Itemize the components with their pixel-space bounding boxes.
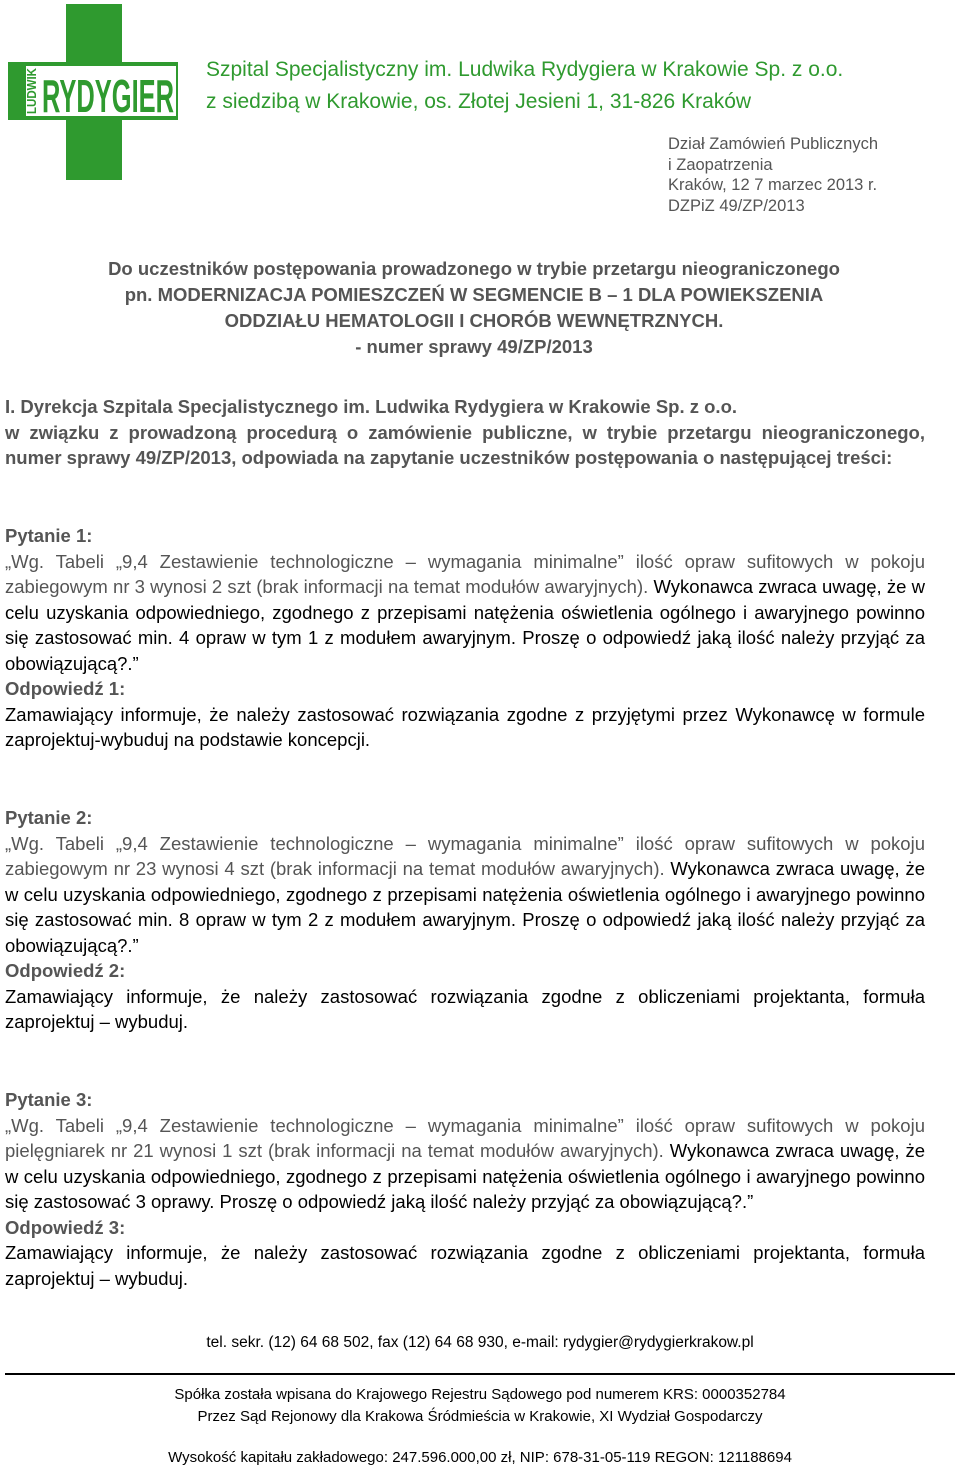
addressee-line-1: Do uczestników postępowania prowadzonego w trybie przetargu nieograniczonego [108,258,840,279]
logo-text: RYDYGIER [42,70,174,122]
addressee-block [24,256,924,360]
question-text-part: „Wg. Tabeli „9,4 Zestawienie technologiczne – wymagania minimalne” ilość opraw sufitowych w pokoju pielęgniarek nr 21 wynosi 1 szt (brak informacji na temat modułów awaryjnych). [5,1114,925,1161]
addressee-line-3: ODDZIAŁU HEMATOLOGII I CHORÓB WEWNĘTRZNYCH. [224,310,724,331]
question-text-part: „Wg. Tabeli „9,4 Zestawienie technologiczne – wymagania minimalne” ilość opraw sufitowych w pokoju zabiegowym nr 3 wynosi 2 szt (brak informacji na temat modułów awaryjnych). [5,550,925,597]
question-label: Pytanie 2: [5,807,93,828]
department-block [668,134,878,216]
footer-capital: Wysokość kapitału zakładowego: 247.596.000,00 zł, NIP: 678-31-05-119 REGON: 121188694 [168,1449,792,1466]
footer-divider [5,1373,955,1375]
department-line-2: i Zaopatrzenia [668,155,773,174]
question-text-part: „Wg. Tabeli „9,4 Zestawienie technologiczne – wymagania minimalne” ilość opraw sufitowych w pokoju zabiegowym nr 23 wynosi 4 szt (brak informacji na temat modułów awaryjnych). [5,832,925,879]
question-block-2 [5,805,925,1035]
date-line: Kraków, 12 7 marzec 2013 r. [668,176,878,194]
question-block-1 [5,523,925,753]
footer-contact: tel. sekr. (12) 64 68 502, fax (12) 64 68 930, e-mail: rydygier@rydygierkrakow.pl [206,1334,754,1351]
question-label: Pytanie 3: [5,1089,93,1110]
answer-text: Zamawiający informuje, że należy zastosować rozwiązania zgodne z przyjętymi przez Wykonawcę w formule zaprojektuj-wybuduj na podstawie koncepcji. [5,703,925,750]
answer-text: Zamawiający informuje, że należy zastosować rozwiązania zgodne z obliczeniami projektanta, formuła zaprojektuj – wybuduj. [5,985,925,1032]
question-text [5,549,925,677]
hospital-address: z siedzibą w Krakowie, os. Złotej Jesieni 1, 31-826 Kraków [206,90,752,113]
hospital-logo [8,4,178,180]
question-text-part: Wykonawca zwraca uwagę, że w celu uzyskania odpowiedniego, zgodnego z przepisami natężenia oświetlenia ogólnego i awaryjnego powinno się zastosować 3 oprawy. Proszę o odpowiedź jaką ilość należy przyjąć za obowiązującą?.” [5,1140,925,1212]
question-block-3 [5,1087,925,1291]
question-label: Pytanie 1: [5,525,93,546]
answer-text: Zamawiający informuje, że należy zastosować rozwiązania zgodne z obliczeniami projektanta, formuła zaprojektuj – wybuduj. [5,1242,925,1289]
question-text-part: Wykonawca zwraca uwagę, że w celu uzyskania odpowiedniego, zgodnego z przepisami natężenia oświetlenia ogólnego i awaryjnego powinno się zastosować min. 8 opraw w tym 2 z modułem awaryjnym. Proszę o odpowiedź jaką ilość należy przyjąć za obowiązującą?.” [5,858,925,956]
hospital-name: Szpital Specjalistyczny im. Ludwika Rydygiera w Krakowie Sp. z o.o. [206,58,844,81]
logo-vertical-text: LUDWIK [24,62,39,114]
answer-label: Odpowiedź 1: [5,678,126,699]
footer-krs-line-1: Spółka została wpisana do Krajowego Rejestru Sądowego pod numerem KRS: 0000352784 [174,1386,786,1403]
addressee-line-4: - numer sprawy 49/ZP/2013 [355,336,593,357]
question-text [5,1113,925,1215]
question-text-part: Wykonawca zwraca uwagę, że w celu uzyskania odpowiedniego, zgodnego z przepisami natężenia oświetlenia ogólnego i awaryjnego powinno się zastosować min. 4 opraw w tym 1 z modułem awaryjnym. Proszę o odpowiedź jaką ilość należy przyjąć za obowiązującą?.” [5,576,925,674]
intro-heading: I. Dyrekcja Szpitala Specjalistycznego im. Ludwika Rydygiera w Krakowie Sp. z o.o. [5,396,738,417]
reference-number: DZPiZ 49/ZP/2013 [668,196,805,215]
answer-label: Odpowiedź 3: [5,1216,126,1238]
department-line-1: Dział Zamówień Publicznych [668,135,878,153]
footer-krs-line-2: Przez Sąd Rejonowy dla Krakowa Śródmieścia w Krakowie, XI Wydział Gospodarczy [197,1408,763,1425]
question-text [5,831,925,959]
answer-label: Odpowiedź 2: [5,960,126,981]
addressee-line-2: pn. MODERNIZACJA POMIESZCZEŃ W SEGMENCIE B – 1 DLA POWIEKSZENIA [124,284,824,305]
intro-text: w związku z prowadzoną procedurą o zamówienie publiczne, w trybie przetargu nieograniczonego, numer sprawy 49/ZP/2013, odpowiada na zapytanie uczestników postępowania o następującej treści: [5,421,925,468]
intro-block [5,394,925,471]
